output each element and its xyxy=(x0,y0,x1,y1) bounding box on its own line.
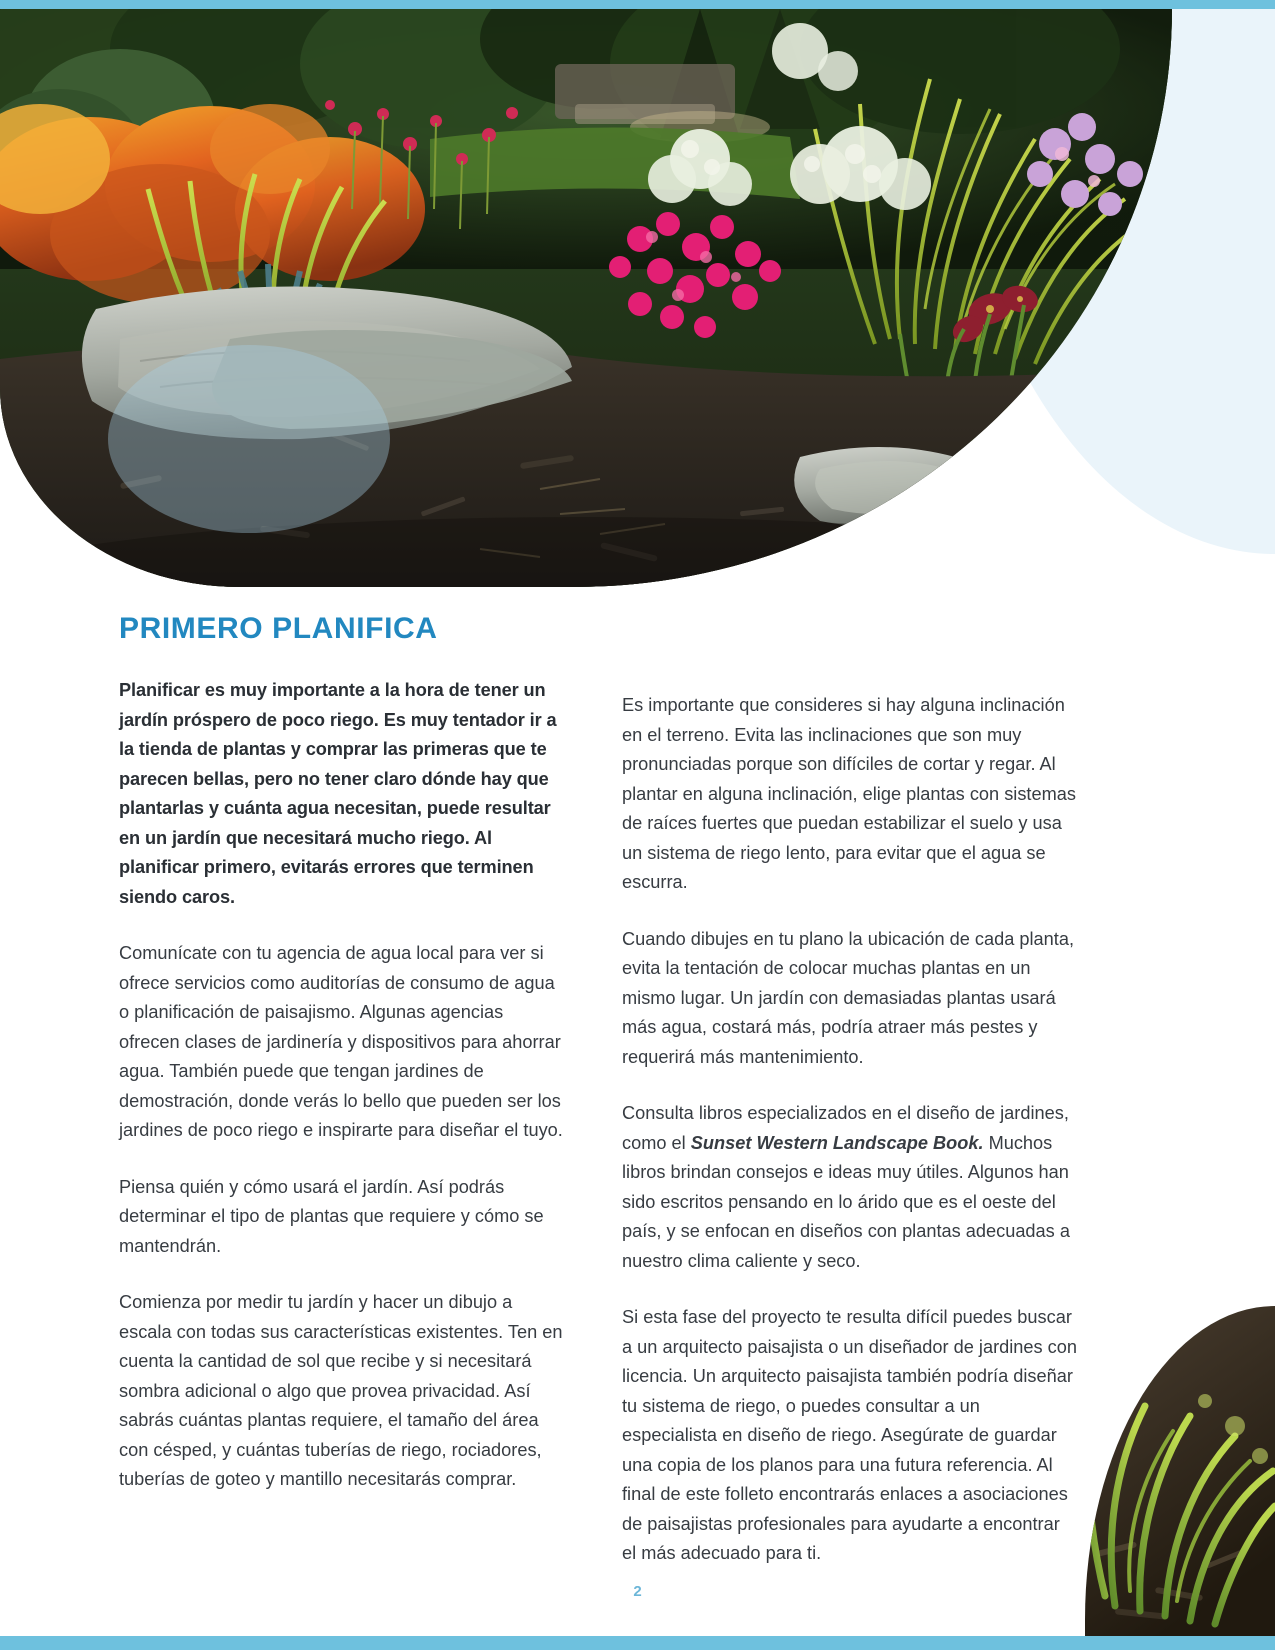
book-title-emphasis: Sunset Western Landscape Book. xyxy=(690,1132,984,1153)
paragraph-right-3-book xyxy=(622,1099,1077,1276)
left-text-column xyxy=(119,676,563,1569)
paragraph-left-2: Comunícate con tu agencia de agua local para ver si ofrece servicios como auditorías de consumo de agua o planificación de paisajismo. Algunas agencias ofrecen clases de jardinería y dispositivos para ahorrar agua. También puede que tengan jardines de demostración, donde verás lo bello que pueden ser los jardines de poco riego e inspirarte para diseñar el tuyo. xyxy=(119,943,563,1140)
paragraph-right-4: Si esta fase del proyecto te resulta difícil puedes buscar a un arquitecto paisajista o un diseñador de jardines con licencia. Un arquitecto paisajista también podría diseñar tu sistema de riego, o puedes consultar a un especialista en diseño de riego. Asegúrate de guardar una copia de los planos para una futura referencia. Al final de este folleto encontrarás enlaces a asociaciones de paisajistas profesionales para ayudarte a encontrar el más adecuado para ti. xyxy=(622,1307,1077,1563)
paragraph-left-4: Comienza por medir tu jardín y hacer un dibujo a escala con todas sus características existentes. Ten en cuenta la cantidad de sol que recibe y si necesitará sombra adicional o algo que provea privacidad. Así sabrás cuántas plantas requiere, el tamaño del área con césped, y cuántas tuberías de riego, rociadores, tuberías de goteo y mantillo necesitarás comprar. xyxy=(119,1292,563,1489)
paragraph-right-2: Cuando dibujes en tu plano la ubicación de cada planta, evita la tentación de colocar muchas plantas en un mismo lugar. Un jardín con demasiadas plantas usará más agua, costará más, podría atraer más pestes y requerirá más mantenimiento. xyxy=(622,928,1074,1067)
page-number: 2 xyxy=(633,1583,642,1600)
paragraph-left-3: Piensa quién y cómo usará el jardín. Así podrás determinar el tipo de plantas que requiere y cómo se mantendrán. xyxy=(119,1176,544,1256)
hero-decorative-circle xyxy=(108,345,390,533)
paragraph-right-1: Es importante que consideres si hay alguna inclinación en el terreno. Evita las inclinaciones que son muy pronunciadas porque son difíciles de cortar y regar. Al plantar en alguna inclinación, elige plantas con sistemas de raíces fuertes que puedan estabilizar el suelo y usa un sistema de riego lento, para evitar que el agua se escurra. xyxy=(622,695,1076,892)
lead-paragraph: Planificar es muy importante a la hora de tener un jardín próspero de poco riego. Es muy tentador ir a la tienda de plantas y comprar las primeras que te parecen bellas, pero no tener claro dónde hay que plantarlas y cuánta agua necesitan, puede resultar en un jardín que necesitará mucho riego. Al planificar primero, evitarás errores que terminen siendo caros. xyxy=(119,680,557,907)
book-text-before: Consulta libros especializados en el diseño de jardines, como el xyxy=(622,1103,1069,1153)
bottom-accent-bar xyxy=(0,1636,1275,1650)
book-text-after: Muchos libros brindan consejos e ideas muy útiles. Algunos han sido escritos pensando en lo árido que es el oeste del país, y se enfocan en diseños con plantas adecuadas a nuestro clima caliente y seco. xyxy=(622,1132,1070,1271)
page-title: PRIMERO PLANIFICA xyxy=(119,612,438,645)
two-column-body xyxy=(119,676,1159,1569)
top-accent-bar xyxy=(0,0,1275,9)
hero-image-region xyxy=(0,9,1275,594)
article-content xyxy=(119,612,1159,1569)
right-text-column xyxy=(622,676,1077,1569)
